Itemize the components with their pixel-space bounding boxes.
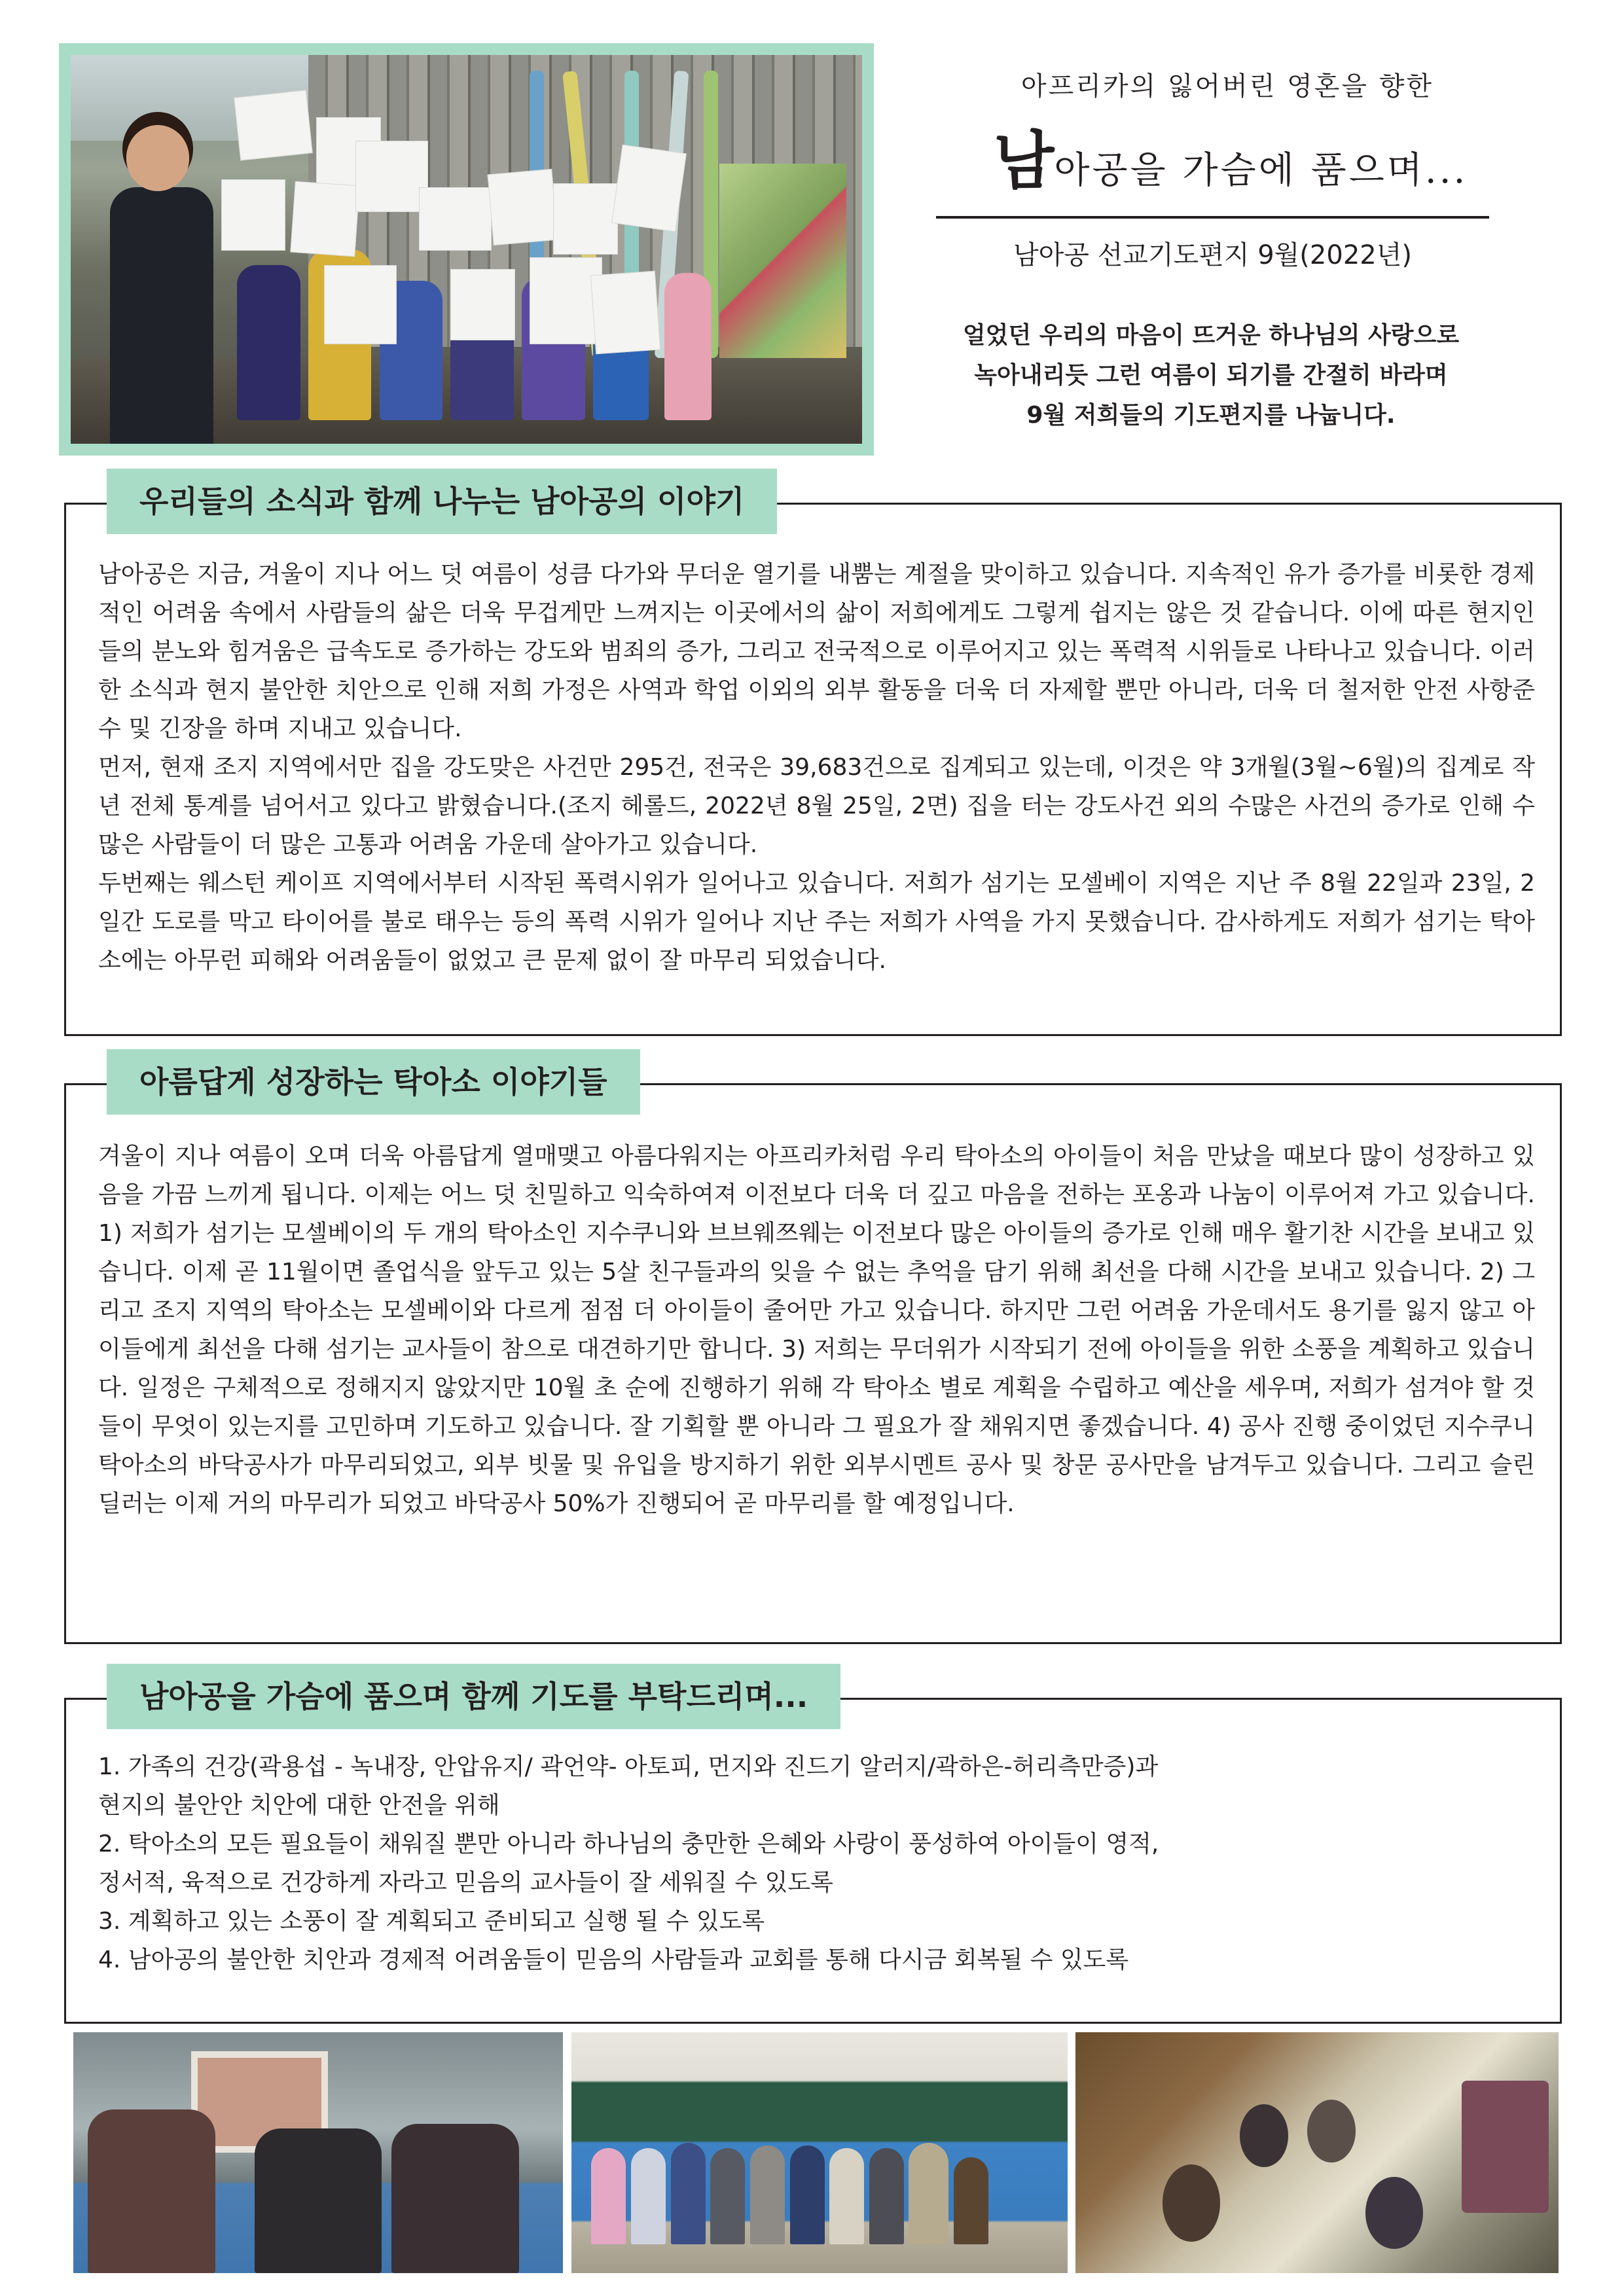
children-holding-papers-photo <box>71 55 862 444</box>
children-lineup-photo <box>571 2032 1068 2273</box>
section-daycare-body: 겨울이 지나 여름이 오며 더욱 아름답게 열매맺고 아름다워지는 아프리카처럼 우리 탁아소의 아이들이 처음 만났을 때보다 많이 성장하고 있음을 가끔 느끼게 됩니다. 이제는 어느 덧 친밀하고 익숙하여져 이전보다 더욱 더 깊고 마음을 전하는 포옹과 나눔이 이루어져 가고 있습니다. 1) 저희가 섬기는 모셀베이의 두 개의 탁아소인 지수쿠니와 브브웨쯔웨는 이전보다 많은 아이들의 증가로 인해 매우 활기찬 시간을 보내고 있습니다. 이제 곧 11월이면 졸업식을 앞두고 있는 5살 친구들과의 잊을 수 없는 추억을 담기 위해 최선을 다해 시간을 보내고 있습니다. 2) 그리고 조지 지역의 탁아소는 모셀베이와 다르게 점점 더 아이들이 줄어만 가고 있습니다. 하지만 그런 어려움 가운데서도 용기를 잃지 않고 아이들에게 최선을 다해 섬기는 교사들이 참으로 대견하기만 합니다. 3) 저희는 무더위가 시작되기 전에 아이들을 위한 소풍을 계획하고 있습니다. 일정은 구체적으로 정해지지 않았지만 10월 초 순에 진행하기 위해 각 탁아소 별로 계획을 수립하고 예산을 세우며, 저희가 섬겨야 할 것들이 무엇이 있는지를 고민하며 기도하고 있습니다. 잘 기획할 뿐 아니라 그 필요가 잘 채워지면 좋겠습니다. 4) 공사 진행 중이었던 지수쿠니 탁아소의 바닥공사가 마무리되었고, 외부 빗물 및 유입을 방지하기 위한 외부시멘트 공사 및 창문 공사만을 남겨두고 있습니다. 그리고 슬린딜러는 이제 거의 마무리가 되었고 바닥공사 50%가 진행되어 곧 마무리를 할 예정입니다. <box>98 1143 1535 1517</box>
title-rest: 아공을 가슴에 품으며... <box>1054 149 1468 192</box>
prayer-item-2: 2. 탁아소의 모든 필요들이 채워질 뿐만 아니라 하나님의 충만한 은혜와 사랑이 풍성하여 아이들이 영적, 정서적, 육적으로 건강하게 자라고 믿음의 교사들이 잘 세워질 수 있도록 <box>98 1831 1159 1896</box>
header-subtitle: 아프리카의 잃어버린 영혼을 향한 <box>1020 71 1434 101</box>
letter-edition: 남아공 선교기도편지 9월(2022년) <box>1013 240 1412 270</box>
section-news-title: 우리들의 소식과 함께 나누는 남아공의 이야기 <box>107 469 777 534</box>
section-prayer-title: 남아공을 가슴에 품으며 함께 기도를 부탁드리며... <box>107 1664 840 1729</box>
prayer-list <box>98 1748 1535 1979</box>
prayer-item-3: 3. 계획하고 있는 소풍이 잘 계획되고 준비되고 실행 될 수 있도록 <box>98 1908 765 1935</box>
title-first-char: 남 <box>993 124 1055 198</box>
intro-message: 얼었던 우리의 마음이 뜨거운 하나님의 사랑으로 녹아내리듯 그런 여름이 되기를 간절히 바라며 9월 저희들의 기도편지를 나눕니다. <box>962 322 1460 429</box>
prayer-item-4: 4. 남아공의 불안한 치안과 경제적 어려움들이 믿음의 사람들과 교회를 통해 다시금 회복될 수 있도록 <box>98 1946 1129 1973</box>
teachers-photo <box>73 2032 563 2273</box>
prayer-item-1: 1. 가족의 건강(곽용섭 - 녹내장, 안압유지/ 곽언약- 아토피, 먼지와 진드기 알러지/곽하은-허리측만증)과 현지의 불안안 치안에 대한 안전을 위해 <box>98 1753 1159 1819</box>
children-floor-photo <box>1075 2032 1559 2273</box>
top-photo-frame <box>59 43 874 456</box>
section-daycare-title: 아름답게 성장하는 탁아소 이야기들 <box>107 1049 640 1115</box>
page-title <box>903 111 1558 201</box>
title-divider <box>936 216 1489 219</box>
section-news-body: 남아공은 지금, 겨울이 지나 어느 덧 여름이 성큼 다가와 무더운 열기를 내뿜는 계절을 맞이하고 있습니다. 지속적인 유가 증가를 비롯한 경제적인 어려움 속에서 사람들의 삶은 더욱 무겁게만 느껴지는 이곳에서의 삶이 저희에게도 그렇게 쉽지는 않은 것 같습니다. 이에 따른 현지인들의 분노와 힘겨움은 급속도로 증가하는 강도와 범죄의 증가, 그리고 전국적으로 이루어지고 있는 폭력적 시위들로 나타나고 있습니다. 이러한 소식과 현지 불안한 치안으로 인해 저희 가정은 사역과 학업 이외의 외부 활동을 더욱 더 자제할 뿐만 아니라, 더욱 더 철저한 안전 사항준수 및 긴장을 하며 지내고 있습니다. 먼저, 현재 조지 지역에서만 집을 강도맞은 사건만 295건, 전국은 39,683건으로 집계되고 있는데, 이것은 약 3개월(3월~6월)의 집계로 작년 전체 통계를 넘어서고 있다고 밝혔습니다.(조지 헤롤드, 2022년 8월 25일, 2면) 집을 터는 강도사건 외의 수많은 사건의 증가로 인해 수많은 사람들이 더 많은 고통과 어려움 가운데 살아가고 있습니다. 두번째는 웨스턴 케이프 지역에서부터 시작된 폭력시위가 일어나고 있습니다. 저희가 섬기는 모셀베이 지역은 지난 주 8월 22일과 23일, 2일간 도로를 막고 타이어를 불로 태우는 등의 폭력 시위가 일어나 지난 주는 저희가 사역을 가지 못했습니다. 감사하게도 저희가 섬기는 탁아소에는 아무런 피해와 어려움들이 없었고 큰 문제 없이 잘 마무리 되었습니다. <box>98 561 1535 974</box>
